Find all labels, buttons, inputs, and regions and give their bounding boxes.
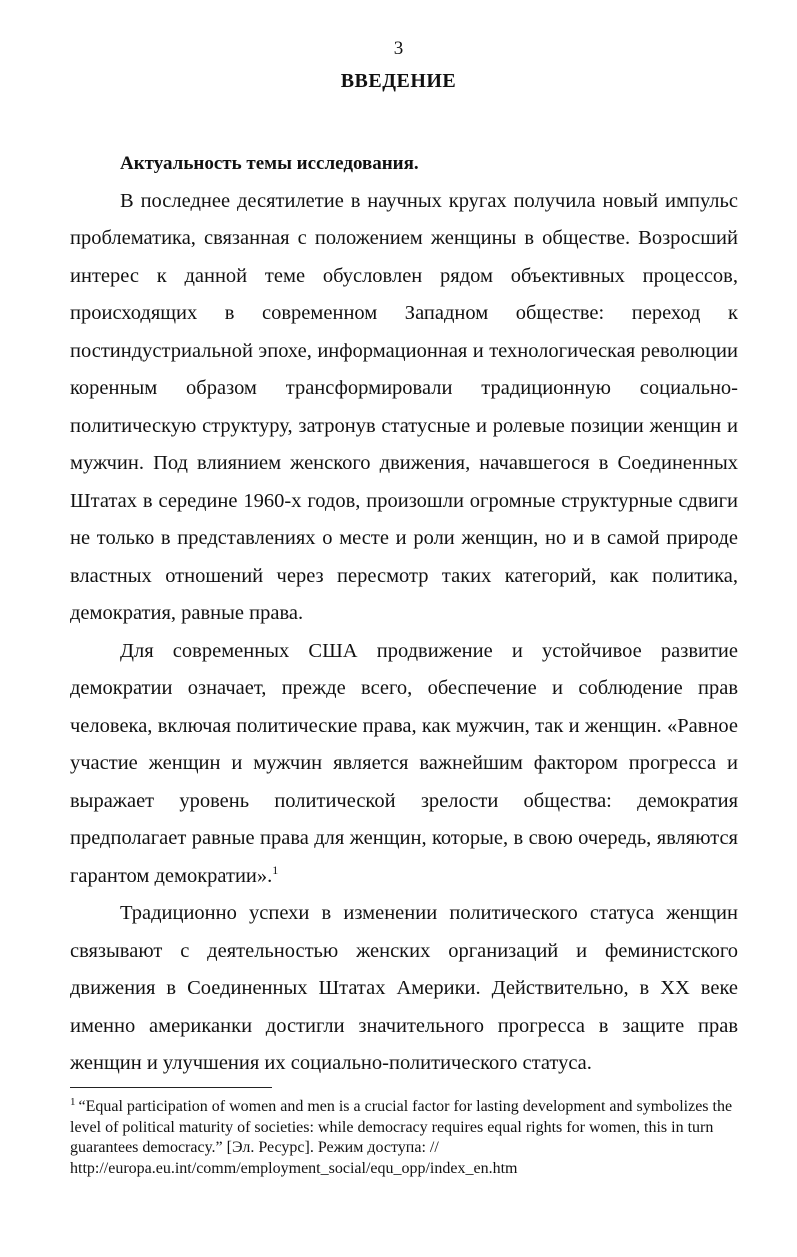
footnote-reference[interactable]: 1 [272, 862, 279, 877]
paragraph: В последнее десятилетие в научных кругах получила новый импульс проблематика, связанная с положением женщины в обществе. Возросший интерес к данной теме обусловлен рядом объективных процессов, происходящих в современном Западном обществе: переход к постиндустриальной эпохе, информационная и технологическая революции коренным образом трансформировали традиционную социально-политическую структуру, затронув статусные и ролевые позиции женщин и мужчин. Под влиянием женского движения, начавшегося в Соединенных Штатах в середине 1960-х годов, произошли огромные структурные сдвиги не только в представлениях о месте и роли женщин, но и в самой природе властных отношений через пересмотр таких категорий, как политика, демократия, равные права. [70, 189, 738, 624]
footnote-text: “Equal participation of women and men is a crucial factor for lasting development and symbolizes the level of political maturity of societies: while democracy requires equal rights for women, this in turn guarantees democracy.” [Эл. Ресурс]. Режим доступа: // http://europa.eu.int/comm/employment_social/equ_opp/index_en.htm [70, 1098, 733, 1177]
paragraph: Традиционно успехи в изменении политического статуса женщин связывают с деятельностью женских организаций и феминистского движения в Соединенных Штатах Америки. Действительно, в XX веке именно американки достигли значительного прогресса в защите прав женщин и улучшения их социально-политического статуса. [70, 902, 738, 1074]
footnote [70, 1097, 738, 1179]
page-number: 3 [393, 38, 404, 59]
paragraph-text: Для современных США продвижение и устойчивое развитие демократии означает, прежде всего, обеспечение и соблюдение прав человека, включая политические права, как мужчин, так и женщин. «Равное участие женщин и мужчин является важнейшим фактором прогресса и выражает уровень политической зрелости общества: демократия предполагает равные права для женщин, которые, в свою очередь, являются гарантом демократии». [70, 639, 738, 887]
footnote-marker: 1 [70, 1095, 76, 1108]
page-title: ВВЕДЕНИЕ [340, 70, 457, 92]
section-title: Актуальность темы исследования. [120, 153, 419, 174]
body-text [70, 145, 738, 1083]
paragraph [70, 633, 738, 896]
footnote-divider [70, 1087, 272, 1088]
